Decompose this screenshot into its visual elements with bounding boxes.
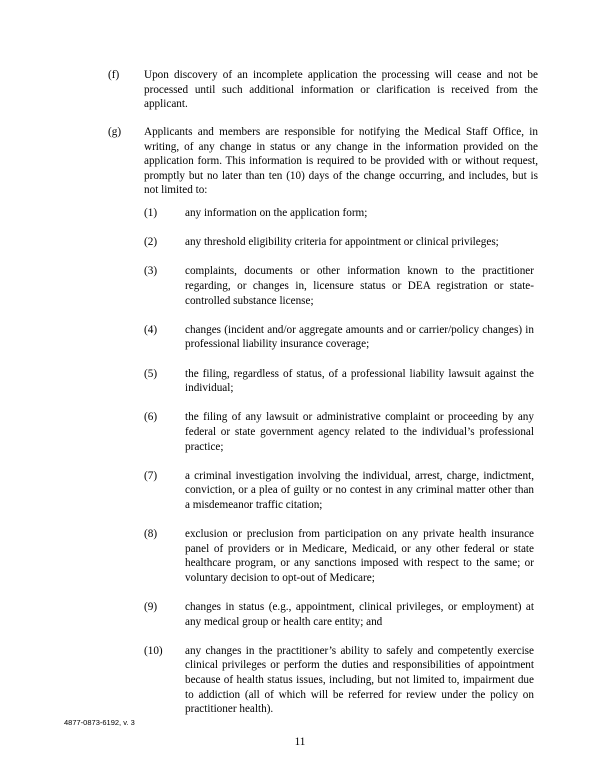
list-item: [144, 527, 534, 585]
list-item-text: exclusion or preclusion from participation on any private health insurance panel of providers or in Medicare, Medicaid, or any other federal or state healthcare program, or any sanctions imposed with respect to the same; or voluntary decision to opt-out of Medicare;: [185, 528, 534, 584]
list-item-text: a criminal investigation involving the individual, arrest, charge, indictment, conviction, or a plea of guilty or no contest in any criminal matter other than a misdemeanor traffic citation;: [185, 469, 534, 511]
list-item-number: (2): [144, 236, 158, 249]
list-item-text: changes (incident and/or aggregate amounts and or carrier/policy changes) in professional liability insurance coverage;: [185, 323, 534, 351]
paragraph-g: [108, 125, 538, 198]
list-item: [144, 323, 534, 352]
list-item-number: (4): [144, 323, 158, 336]
list-item-text: any threshold eligibility criteria for appointment or clinical privileges;: [185, 236, 499, 249]
notification-items-list: [144, 206, 534, 731]
list-item-text: complaints, documents or other information known to the practitioner regarding, or changes in, licensure status or DEA registration or state-controlled substance license;: [185, 265, 534, 307]
list-item-number: (3): [144, 265, 158, 278]
paragraph-f: [108, 68, 538, 112]
list-item: [144, 264, 534, 308]
list-item: [144, 235, 534, 250]
list-item: [144, 600, 534, 629]
list-item-text: the filing, regardless of status, of a professional liability lawsuit against the individual;: [185, 367, 534, 395]
list-item-number: (8): [144, 528, 158, 541]
list-item: [144, 367, 534, 396]
list-item-number: (10): [144, 644, 163, 657]
list-item-number: (5): [144, 367, 158, 380]
list-item-text: changes in status (e.g., appointment, clinical privileges, or employment) at any medical group or health care entity; and: [185, 601, 534, 628]
paragraph-label: (g): [108, 126, 122, 138]
list-item: [144, 206, 534, 221]
list-item: [144, 469, 534, 513]
list-item-number: (6): [144, 411, 158, 424]
list-item-text: any information on the application form;: [185, 207, 368, 219]
paragraph-text: Applicants and members are responsible for notifying the Medical Staff Office, in writing, of any change in status or any change in the information provided on the application form. This information is required to be provided with or without request, promptly but no later than ten (10) days of the change occurring, and includes, but is not limited to:: [144, 126, 538, 197]
paragraph-label: (f): [108, 69, 120, 81]
page-number: 11: [294, 736, 306, 748]
list-item-text: the filing of any lawsuit or administrative complaint or proceeding by any federal or state government agency related to the individual’s professional practice;: [185, 411, 534, 453]
paragraph-text: Upon discovery of an incomplete application the processing will cease and not be processed until such additional information or clarification is received from the applicant.: [144, 69, 538, 111]
list-item-number: (9): [144, 601, 158, 614]
list-item: [144, 644, 534, 717]
list-item: [144, 410, 534, 454]
list-item-number: (7): [144, 469, 158, 482]
list-item-text: any changes in the practitioner’s ability to safely and competently exercise clinical privileges or perform the duties and responsibilities of appointment because of health status issues, including, but not limited to, impairment due to addiction (all of which will be referred for review under the policy on practitioner health).: [185, 644, 534, 716]
document-id: 4877-0873-6192, v. 3: [64, 718, 135, 727]
list-item-number: (1): [144, 207, 158, 219]
